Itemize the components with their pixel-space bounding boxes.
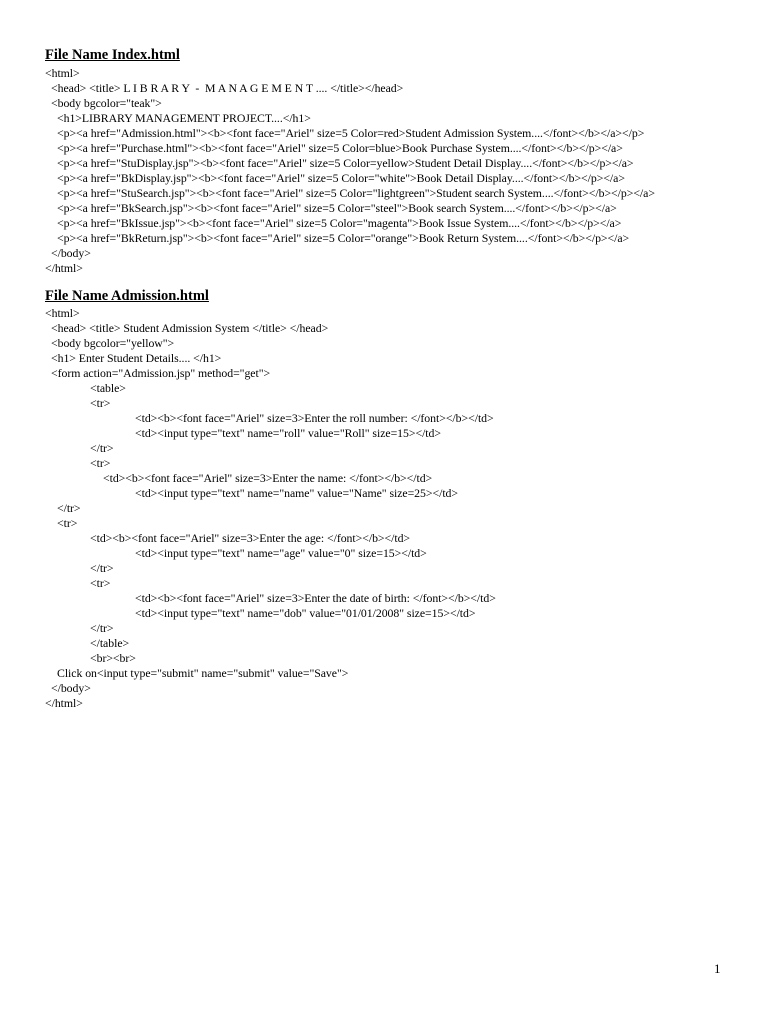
code-line: <body bgcolor="yellow"> [51, 336, 175, 350]
code-line: </tr> [90, 561, 114, 575]
code-line: <tr> [90, 396, 111, 410]
page-number: 1 [714, 961, 721, 976]
code-line: <table> [90, 381, 126, 395]
code-line: <td><b><font face="Ariel" size=3>Enter the date of birth: </font></b></td> [135, 591, 496, 605]
code-line: <p><a href="Admission.html"><b><font face="Ariel" size=5 Color=red>Student Admission System....</font></b></a></p> [57, 125, 645, 140]
code-line: <p><a href="BkDisplay.jsp"><b><font face="Ariel" size=5 Color="white">Book Detail Display....</font></b></p></a> [57, 170, 625, 185]
code-line: </tr> [57, 501, 81, 515]
code-line: Click on<input type="submit" name="submit" value="Save"> [57, 666, 349, 680]
code-line: <body bgcolor="teak"> [51, 95, 162, 110]
code-line: </body> [51, 681, 91, 695]
code-line: <tr> [90, 456, 111, 470]
code-line: <tr> [57, 516, 78, 530]
code-line: </html> [45, 696, 83, 710]
code-line: <td><b><font face="Ariel" size=3>Enter the name: </font></b></td> [103, 471, 433, 485]
code-line: <html> [45, 65, 80, 80]
code-line: <head> <title> Student Admission System </title> </head> [51, 321, 329, 335]
code-line: <html> [45, 306, 80, 320]
code-line: <td><input type="text" name="dob" value="01/01/2008" size=15></td> [135, 606, 476, 620]
code-line: <p><a href="BkIssue.jsp"><b><font face="Ariel" size=5 Color="magenta">Book Issue System....</font></b></p></a> [57, 215, 622, 230]
section-title-admission: File Name Admission.html [45, 288, 209, 304]
code-line: </tr> [90, 621, 114, 635]
code-line: <br><br> [90, 651, 136, 665]
code-line: <td><input type="text" name="roll" value="Roll" size=15></td> [135, 426, 441, 440]
code-line: <p><a href="StuDisplay.jsp"><b><font face="Ariel" size=5 Color=yellow>Student Detail Display....</font></b></p></a> [57, 155, 634, 170]
code-line: <td><input type="text" name="name" value="Name" size=25></td> [135, 486, 458, 500]
code-line: <h1> Enter Student Details.... </h1> [51, 351, 222, 365]
code-line: </tr> [90, 441, 114, 455]
code-line: <p><a href="BkSearch.jsp"><b><font face="Ariel" size=5 Color="steel">Book search System....</font></b></p></a> [57, 200, 617, 215]
code-line: <td><b><font face="Ariel" size=3>Enter the age: </font></b></td> [90, 531, 411, 545]
code-line: <p><a href="StuSearch.jsp"><b><font face="Ariel" size=5 Color="lightgreen">Student search System....</font></b></p></a> [57, 185, 655, 200]
section-title-index: File Name Index.html [45, 47, 180, 63]
code-line: <p><a href="Purchase.html"><b><font face="Ariel" size=5 Color=blue>Book Purchase System....</font></b></p></a> [57, 140, 623, 155]
code-line: <head> <title> L I B R A R Y - M A N A G E M E N T .... </title></head> [51, 80, 404, 95]
code-line: </html> [45, 260, 83, 275]
code-line: <h1>LIBRARY MANAGEMENT PROJECT....</h1> [57, 110, 311, 125]
code-line: <form action="Admission.jsp" method="get"> [51, 366, 271, 380]
code-line: <tr> [90, 576, 111, 590]
code-line: <p><a href="BkReturn.jsp"><b><font face="Ariel" size=5 Color="orange">Book Return System....</font></b></p></a> [57, 230, 630, 245]
code-line: </body> [51, 245, 91, 260]
code-line: <td><input type="text" name="age" value="0" size=15></td> [135, 546, 427, 560]
code-line: <td><b><font face="Ariel" size=3>Enter the roll number: </font></b></td> [135, 411, 494, 425]
code-line: </table> [90, 636, 130, 650]
